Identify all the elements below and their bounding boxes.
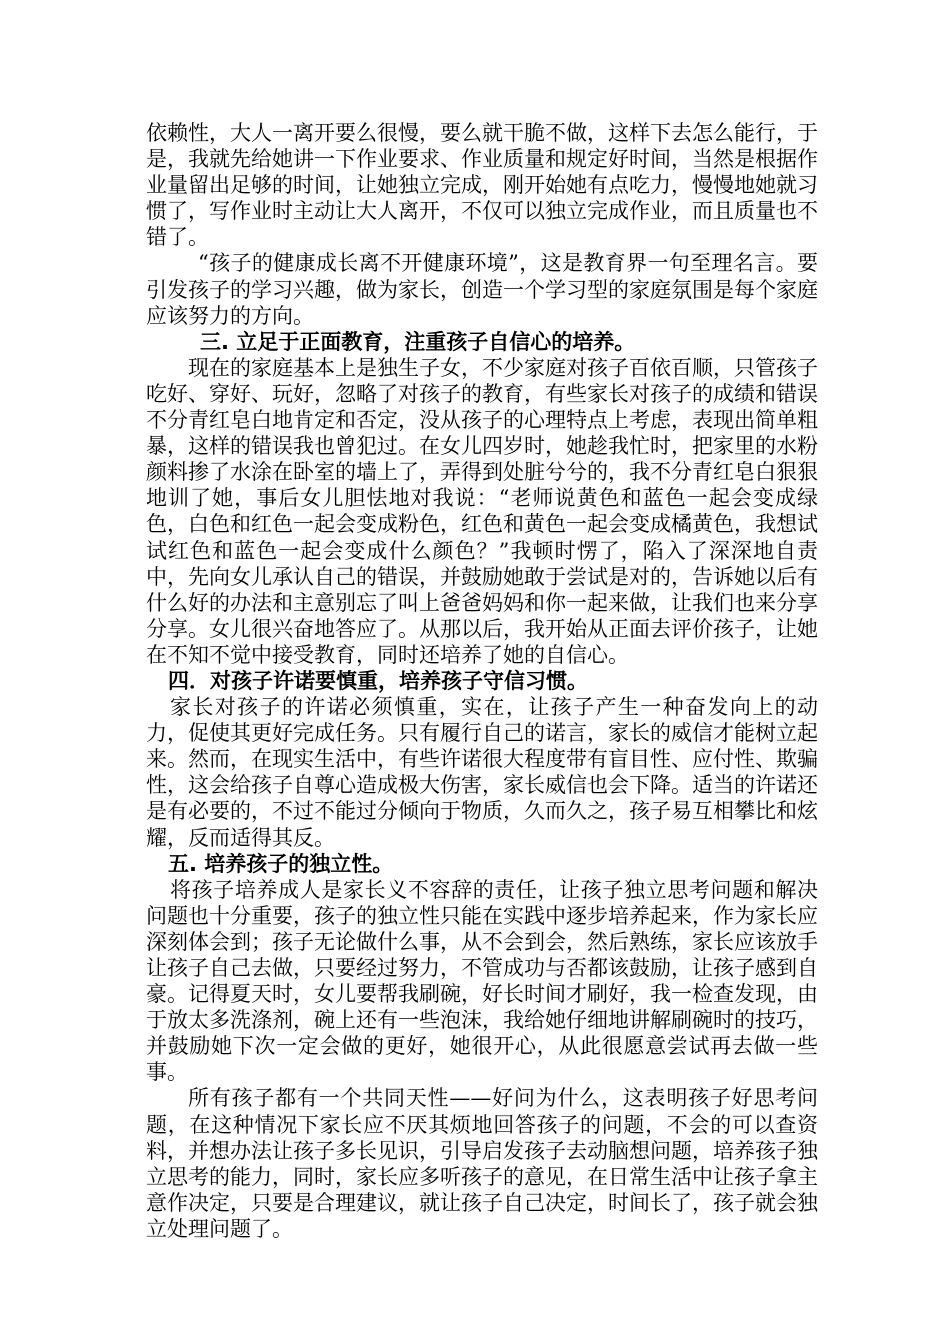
paragraph-independence-homework: 依赖性，大人一离开要么很慢，要么就干脆不做，这样下去怎么能行，于是，我就先给她讲一下作业要求、作业质量和规定好时间，当然是根据作业量留出足够的时间，让她独立完成，刚开始她有点吃力，慢慢地她就习惯了，写作业时主动让大人离开，不仅可以独立完成作业，而且质量也不错了。 bbox=[146, 121, 818, 250]
paragraph-healthy-environment: “孩子的健康成长离不开健康环境”，这是教育界一句至理名言。要引发孩子的学习兴趣，做为家长，创造一个学习型的家庭氛围是每个家庭应该努力的方向。 bbox=[146, 251, 818, 328]
paragraph-curiosity: 所有孩子都有一个共同天性——好问为什么，这表明孩子好思考问题，在这种情况下家长应不厌其烦地回答孩子的问题，不会的可以查资料，并想办法让孩子多长见识，引导启发孩子去动脑想问题，培养孩子独立思考的能力，同时，家长应多听孩子的意见，在日常生活中让孩子拿主意作决定，只要是合理建议，就让孩子自己决定，时间长了，孩子就会独立处理问题了。 bbox=[146, 1086, 818, 1241]
heading-section-3: 三. 立足于正面教育，注重孩子自信心的培养。 bbox=[200, 329, 636, 354]
paragraph-independence-practice: 将孩子培养成人是家长义不容辞的责任，让孩子独立思考问题和解决问题也十分重要，孩子的独立性只能在实践中逐步培养起来，作为家长应深刻体会到；孩子无论做什么事，从不会到会，然后熟练，家长应该放手让孩子自己去做，只要经过努力，不管成功与否都该鼓励，让孩子感到自豪。记得夏天时，女儿要帮我刷碗，好长时间才刷好，我一检查发现，由于放太多洗涤剂，碗上还有一些泡沫，我给她仔细地讲解刷碗时的技巧，并鼓励她下次一定会做的更好，她很开心，从此很愿意尝试再去做一些事。 bbox=[146, 877, 818, 1085]
paragraph-positive-education: 现在的家庭基本上是独生子女，不少家庭对孩子百依百顺，只管孩子吃好、穿好、玩好，忽略了对孩子的教育，有些家长对孩子的成绩和错误不分青红皂白地肯定和否定，没从孩子的心理特点上考虑，表现出简单粗暴，这样的错误我也曾犯过。在女儿四岁时，她趁我忙时，把家里的水粉颜料掺了水涂在卧室的墙上了，弄得到处脏兮兮的，我不分青红皂白狠狠地训了她，事后女儿胆怯地对我说：“老师说黄色和蓝色一起会变成绿色，白色和红色一起会变成粉色，红色和黄色一起会变成橘黄色，我想试试红色和蓝色一起会变成什么颜色？”我顿时愣了，陷入了深深地自责中，先向女儿承认自己的错误，并鼓励她敢于尝试是对的，告诉她以后有什么好的办法和主意别忘了叫上爸爸妈妈和你一起来做，让我们也来分享分享。女儿很兴奋地答应了。从那以后，我开始从正面去评价孩子，让她在不知不觉中接受教育，同时还培养了她的自信心。 bbox=[146, 355, 818, 667]
paragraph-promises: 家长对孩子的许诺必须慎重，实在，让孩子产生一种奋发向上的动力，促使其更好完成任务。只有履行自己的诺言，家长的威信才能树立起来。然而，在现实生活中，有些许诺很大程度带有盲目性、应付性、欺骗性，这会给孩子自尊心造成极大伤害，家长威信也会下降。适当的许诺还是有必要的，不过不能过分倾向于物质，久而久之，孩子易互相攀比和炫耀，反而适得其反。 bbox=[146, 695, 818, 850]
heading-section-5: 五. 培养孩子的独立性。 bbox=[168, 851, 394, 876]
document-page bbox=[146, 120, 818, 1242]
heading-section-4: 四．对孩子许诺要慎重，培养孩子守信习惯。 bbox=[168, 668, 588, 693]
